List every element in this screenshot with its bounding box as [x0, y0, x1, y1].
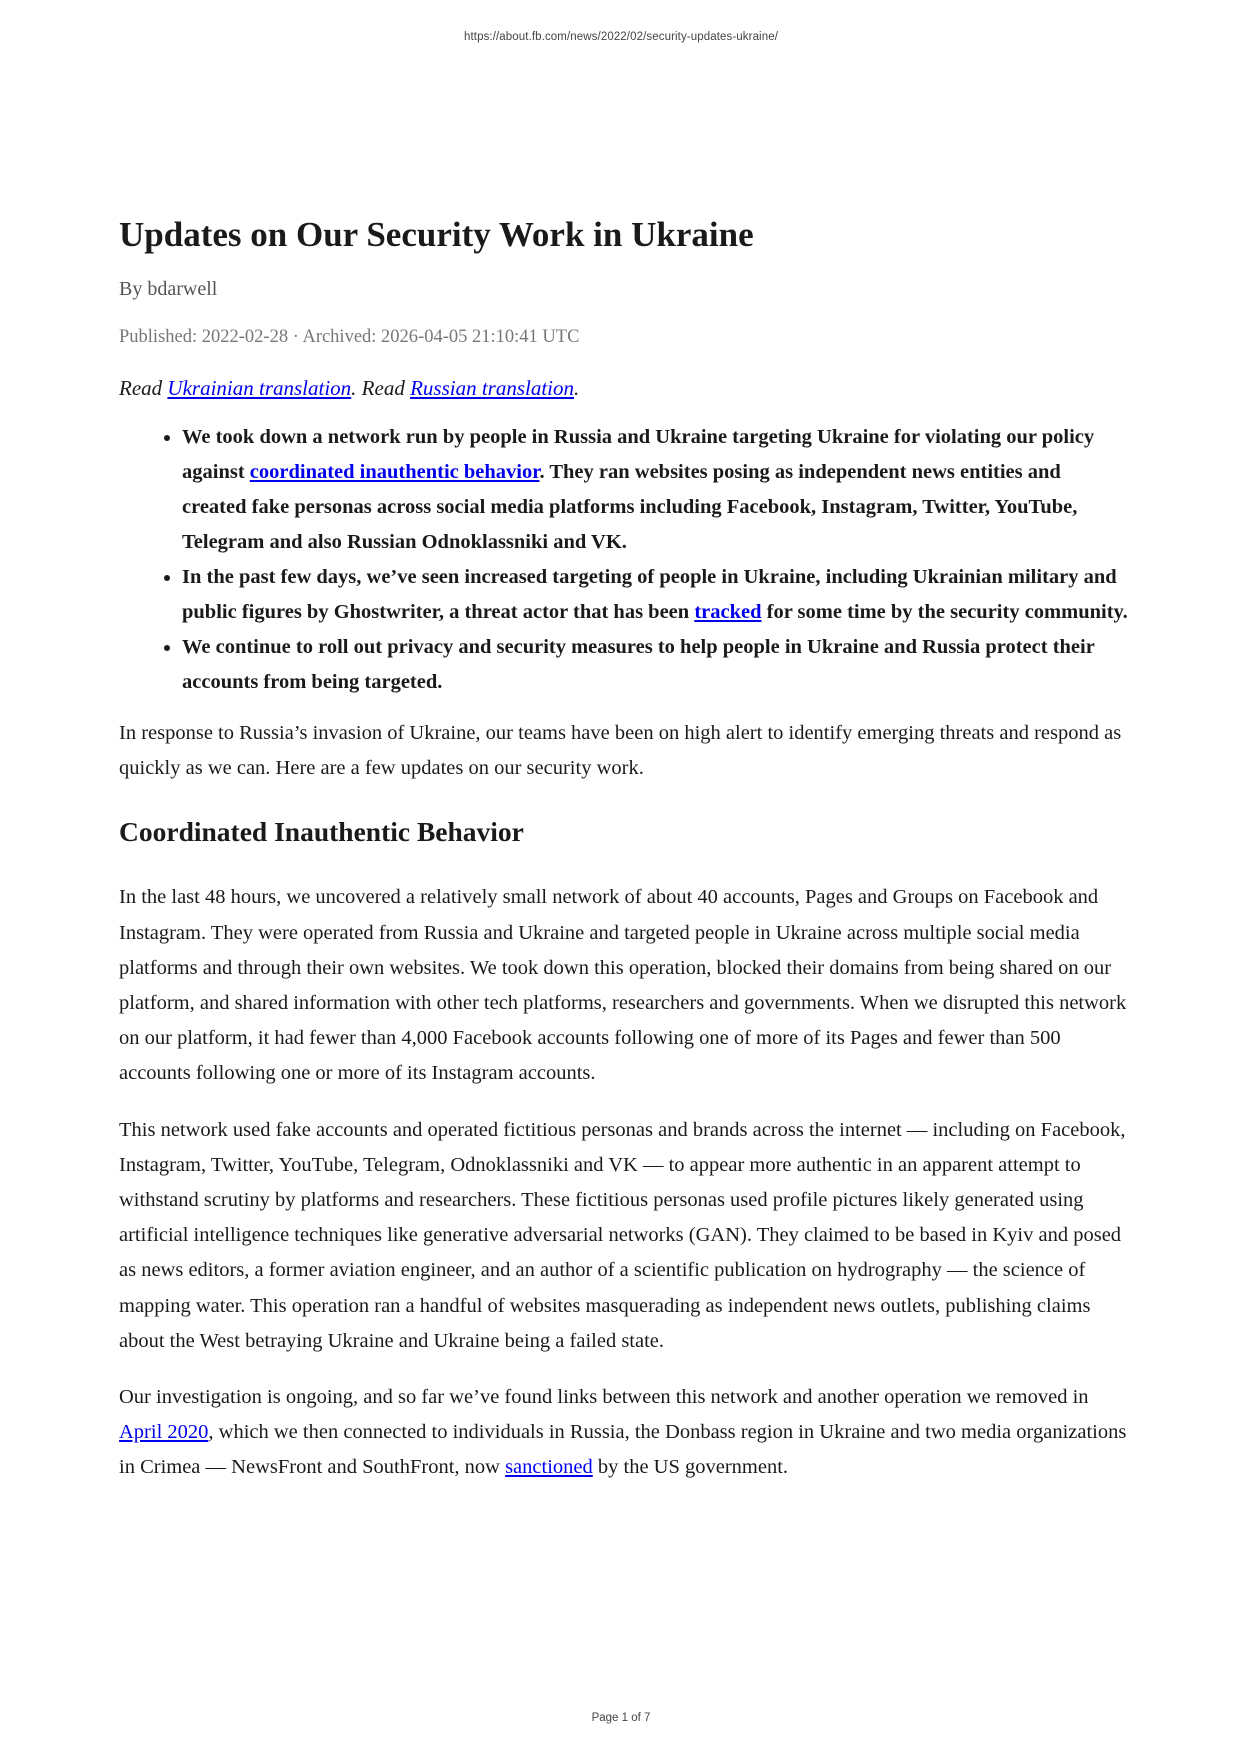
summary-item	[182, 630, 1129, 700]
page-number: Page 1 of 7	[591, 1712, 651, 1724]
ukrainian-translation-link[interactable]: Ukrainian translation	[167, 376, 352, 400]
paragraph-text: Our investigation is ongoing, and so far we’ve found links between this network and another operation we removed in	[119, 1386, 1089, 1409]
summary-item	[182, 420, 1129, 560]
read-label: Read	[119, 376, 168, 400]
russian-translation-link[interactable]: Russian translation	[410, 376, 575, 400]
summary-text: We took down a network run by people in Russia and Ukraine targeting Ukraine for violating our policy against	[182, 426, 1095, 483]
body-paragraph: In the last 48 hours, we uncovered a relatively small network of about 40 accounts, Pages and Groups on Facebook and Instagram. They were operated from Russia and Ukraine and targeted people in Ukraine across multiple social media platforms and through their own websites. We took down this operation, blocked their domains from being shared on our platform, and shared information with other tech platforms, researchers and governments. When we disrupted this network on our platform, it had fewer than 4,000 Facebook accounts following one of more of its Pages and fewer than 500 accounts following one or more of its Instagram accounts.	[119, 886, 1127, 1085]
article	[119, 208, 1129, 1486]
body-paragraph: This network used fake accounts and operated fictitious personas and brands across the internet — including on Facebook, Instagram, Twitter, YouTube, Telegram, Odnoklassniki and VK — to appear more authentic in an apparent attempt to withstand scrutiny by platforms and researchers. These fictitious personas used profile pictures likely generated using artificial intelligence techniques like generative adversarial networks (GAN). They claimed to be based in Kyiv and posed as news editors, a former aviation engineer, and an author of a scientific publication on hydrography — the science of mapping water. This operation ran a handful of websites masquerading as independent news outlets, publishing claims about the West betraying Ukraine and Ukraine being a failed state.	[119, 1118, 1126, 1352]
article-title: Updates on Our Security Work in Ukraine	[119, 215, 754, 254]
section-heading: Coordinated Inauthentic Behavior	[119, 816, 524, 848]
summary-text: In the past few days, we’ve seen increased targeting of people in Ukraine, including Ukrainian military and public figures by Ghostwriter, a threat actor that has been	[182, 566, 1117, 623]
summary-list	[119, 420, 1129, 700]
coordinated-inauthentic-behavior-link[interactable]: coordinated inauthentic behavior	[249, 461, 540, 483]
summary-text: We continue to roll out privacy and security measures to help people in Ukraine and Russia protect their accounts from being targeted.	[182, 636, 1095, 693]
summary-text: . They ran websites posing as independent news entities and created fake personas across social media platforms including Facebook, Instagram, Twitter, YouTube, Telegram and also Russian Odnoklassniki and VK.	[182, 461, 1078, 553]
body-paragraph	[119, 1380, 1129, 1486]
sanctioned-link[interactable]: sanctioned	[505, 1456, 593, 1479]
end-punct: .	[574, 376, 580, 400]
byline: By bdarwell	[119, 278, 218, 300]
paragraph-text: by the US government.	[592, 1456, 789, 1479]
tracked-link[interactable]: tracked	[694, 601, 762, 623]
page-url-header: https://about.fb.com/news/2022/02/security-updates-ukraine/	[463, 31, 779, 43]
publish-meta: Published: 2022-02-28 · Archived: 2026-04-05 21:10:41 UTC	[119, 327, 580, 347]
translation-links	[119, 374, 1129, 402]
summary-item	[182, 560, 1129, 630]
april-2020-link[interactable]: April 2020	[119, 1421, 209, 1444]
summary-text: for some time by the security community.	[761, 601, 1128, 623]
paragraph-text: , which we then connected to individuals in Russia, the Donbass region in Ukraine and two media organizations in Crimea — NewsFront and SouthFront, now	[119, 1421, 1127, 1479]
intro-paragraph: In response to Russia’s invasion of Ukraine, our teams have been on high alert to identify emerging threats and respond as quickly as we can. Here are a few updates on our security work.	[119, 722, 1122, 780]
separator-text: . Read	[351, 376, 411, 400]
